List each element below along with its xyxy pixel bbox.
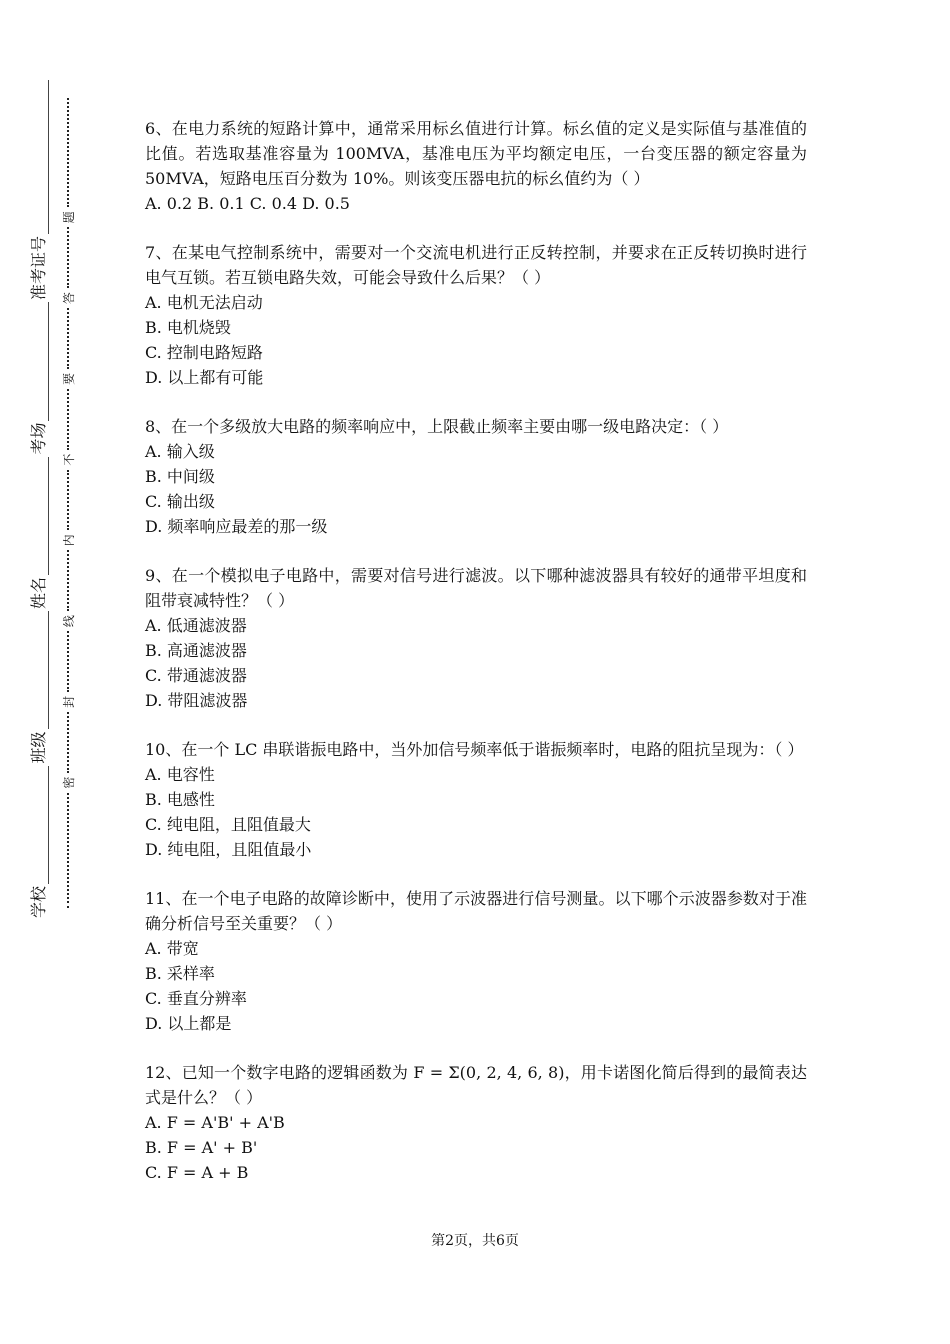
answer-option: D. 以上都是 <box>145 1014 232 1033</box>
question <box>145 563 807 713</box>
seal-char: 不 <box>61 453 76 466</box>
fill-line <box>36 766 49 884</box>
seal-line <box>58 98 78 908</box>
answer-option: A. 带宽 <box>145 939 199 958</box>
answer-option: D. 以上都有可能 <box>145 368 264 387</box>
question <box>145 414 807 539</box>
fill-line <box>36 457 49 575</box>
answer-option: A. 输入级 <box>145 442 215 461</box>
fill-line <box>36 302 49 420</box>
dotted-line <box>67 470 69 531</box>
question-stem: 11、在一个电子电路的故障诊断中，使用了示波器进行信号测量。以下哪个示波器参数对于准确分析信号至关重要？（ ） <box>145 889 807 933</box>
dotted-line <box>67 308 69 369</box>
question <box>145 737 807 862</box>
answer-option: B. 电机烧毁 <box>145 318 231 337</box>
answer-option: C. 输出级 <box>145 492 215 511</box>
student-info-fields <box>25 80 49 920</box>
answer-option: B. 高通滤波器 <box>145 641 247 660</box>
question <box>145 116 807 216</box>
answer-option: B. 采样率 <box>145 964 215 983</box>
dotted-line <box>67 550 69 611</box>
field-label-school: 学校 <box>28 885 48 918</box>
answer-option: B. F = A' + B' <box>145 1138 258 1157</box>
answer-option: C. 垂直分辨率 <box>145 989 247 1008</box>
seal-char: 线 <box>61 615 76 628</box>
field-label-exam-room: 考场 <box>28 422 48 455</box>
field-label-class: 班级 <box>28 731 48 764</box>
page-number: 第2页，共6页 <box>431 1233 519 1249</box>
seal-char: 答 <box>61 292 76 305</box>
answer-option: C. 控制电路短路 <box>145 343 263 362</box>
fill-line <box>36 80 49 234</box>
dotted-line <box>67 227 69 288</box>
answer-option: A. 低通滤波器 <box>145 616 247 635</box>
dotted-line <box>67 98 69 207</box>
dotted-line <box>67 793 69 908</box>
answer-option: B. 电感性 <box>145 790 215 809</box>
seal-char: 密 <box>61 776 76 789</box>
answer-option: A. 电容性 <box>145 765 215 784</box>
seal-char: 要 <box>61 372 76 385</box>
question-list <box>145 116 807 1209</box>
answer-option: A. 0.2 B. 0.1 C. 0.4 D. 0.5 <box>145 194 350 213</box>
question <box>145 240 807 390</box>
answer-option: C. F = A + B <box>145 1163 249 1182</box>
answer-option: A. F = A'B' + A'B <box>145 1113 285 1132</box>
answer-option: D. 频率响应最差的那一级 <box>145 517 328 536</box>
question-stem: 6、在电力系统的短路计算中，通常采用标幺值进行计算。标幺值的定义是实际值与基准值的比值。若选取基准容量为 100MVA，基准电压为平均额定电压，一台变压器的额定容量为 50MVA，短路电压百分数为 10%。则该变压器电抗的标幺值约为（ ） <box>145 119 807 188</box>
question-stem: 8、在一个多级放大电路的频率响应中，上限截止频率主要由哪一级电路决定：（ ） <box>145 417 729 436</box>
question-stem: 12、已知一个数字电路的逻辑函数为 F = Σ(0, 2, 4, 6, 8)，用卡诺图化简后得到的最简表达式是什么？（ ） <box>145 1063 807 1107</box>
field-label-exam-id: 准考证号 <box>28 236 48 301</box>
answer-option: D. 带阻滤波器 <box>145 691 248 710</box>
answer-option: C. 带通滤波器 <box>145 666 247 685</box>
dotted-line <box>67 389 69 450</box>
seal-char: 题 <box>61 211 76 224</box>
dotted-line <box>67 631 69 692</box>
question-stem: 10、在一个 LC 串联谐振电路中，当外加信号频率低于谐振频率时，电路的阻抗呈现为：（ ） <box>145 740 804 759</box>
question-stem: 9、在一个模拟电子电路中，需要对信号进行滤波。以下哪种滤波器具有较好的通带平坦度和阻带衰减特性？（ ） <box>145 566 807 610</box>
answer-option: C. 纯电阻，且阻值最大 <box>145 815 311 834</box>
field-label-name: 姓名 <box>28 577 48 610</box>
seal-char: 内 <box>61 534 76 547</box>
answer-option: B. 中间级 <box>145 467 215 486</box>
question <box>145 1060 807 1185</box>
dotted-line <box>67 712 69 773</box>
question-stem: 7、在某电气控制系统中，需要对一个交流电机进行正反转控制，并要求在正反转切换时进行电气互锁。若互锁电路失效，可能会导致什么后果？（ ） <box>145 243 807 287</box>
answer-option: A. 电机无法启动 <box>145 293 263 312</box>
fill-line <box>36 611 49 729</box>
question <box>145 886 807 1036</box>
answer-option: D. 纯电阻，且阻值最小 <box>145 840 312 859</box>
seal-char: 封 <box>61 695 76 708</box>
